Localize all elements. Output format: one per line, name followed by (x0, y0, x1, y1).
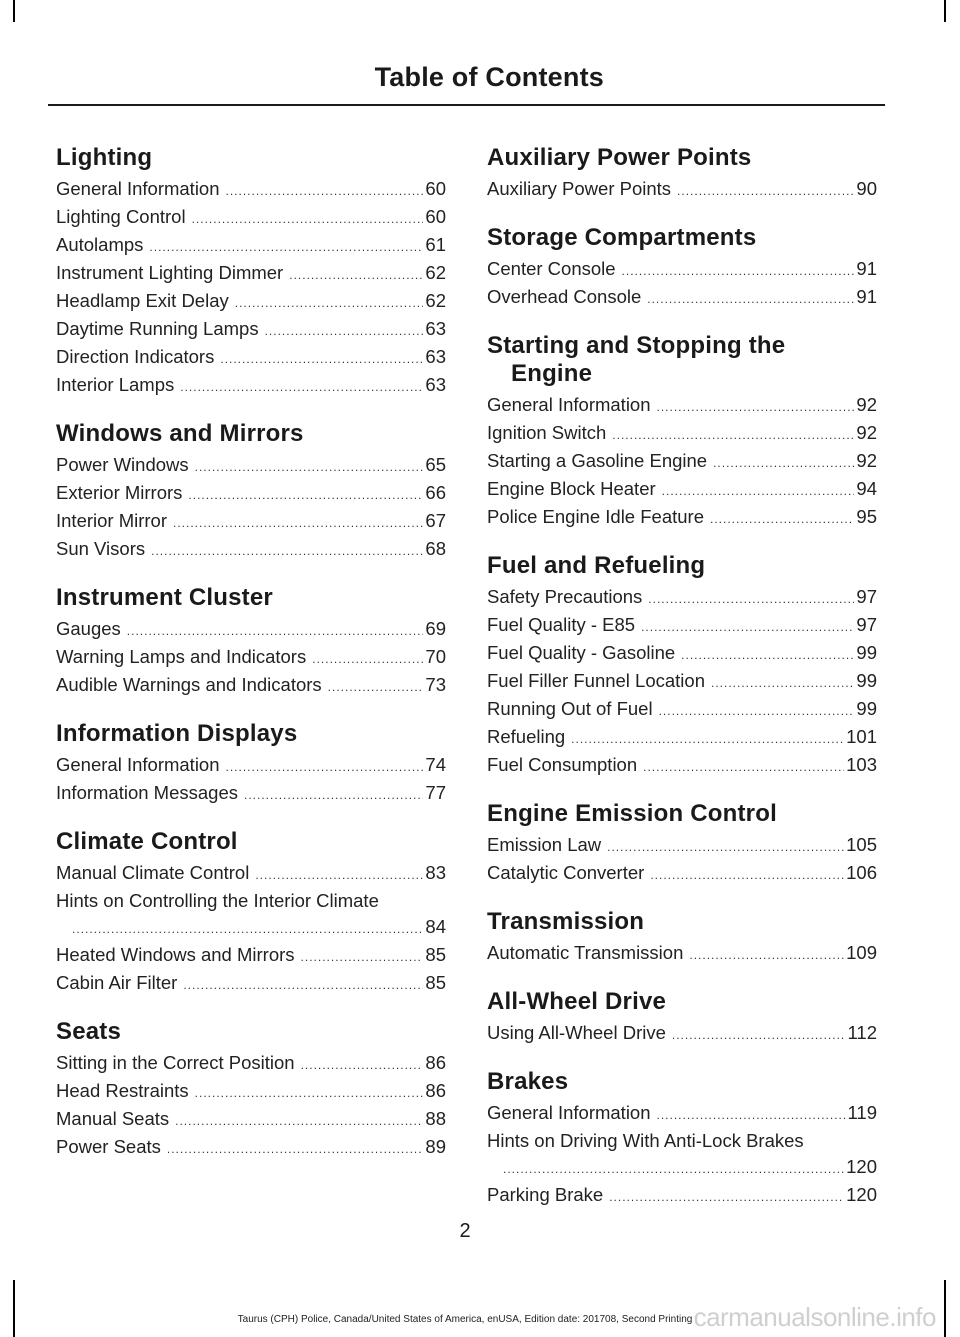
toc-entry-page: 101 (846, 726, 877, 747)
toc-entry-title: Heated Windows and Mirrors (56, 944, 295, 965)
toc-entry-title: General Information (487, 1102, 651, 1123)
dot-leader (265, 316, 424, 344)
toc-entry[interactable] (487, 1020, 877, 1048)
toc-entry-page: 62 (425, 262, 446, 283)
dot-leader (711, 668, 854, 696)
section-heading: Seats (56, 1018, 122, 1045)
toc-entry-page: 65 (425, 454, 446, 475)
toc-section (56, 720, 446, 808)
toc-entry-page: 89 (425, 1136, 446, 1157)
toc-entry-title: Power Seats (56, 1136, 161, 1157)
toc-entry-page: 97 (856, 586, 877, 607)
toc-entry-page: 92 (856, 450, 877, 471)
toc-entry-title: Running Out of Fuel (487, 698, 653, 719)
dot-leader (641, 612, 854, 640)
toc-entry[interactable] (487, 724, 877, 752)
toc-entry[interactable] (487, 640, 877, 668)
toc-entry[interactable] (56, 344, 446, 372)
toc-entry-title: Fuel Quality - Gasoline (487, 642, 676, 663)
toc-entry-title: Safety Precautions (487, 586, 643, 607)
dot-leader (195, 1078, 424, 1106)
toc-entry[interactable] (487, 392, 877, 420)
toc-entry[interactable] (56, 508, 446, 536)
toc-section (56, 1018, 446, 1162)
toc-entry[interactable] (487, 1182, 877, 1210)
page-number: 2 (459, 1220, 471, 1242)
toc-section (487, 332, 877, 532)
toc-entry-title: Interior Mirror (56, 510, 168, 531)
toc-entry[interactable] (56, 452, 446, 480)
toc-entry-title: Automatic Transmission (487, 942, 684, 963)
toc-right-column (487, 144, 877, 1230)
toc-entry-page: 83 (425, 862, 446, 883)
toc-entry[interactable] (56, 1134, 446, 1162)
dot-leader (180, 372, 423, 400)
toc-entry[interactable] (487, 284, 877, 312)
toc-entry-page: 91 (856, 286, 877, 307)
toc-entry[interactable] (487, 940, 877, 968)
toc-entry-page: 86 (425, 1052, 446, 1073)
toc-entry-title: Police Engine Idle Feature (487, 506, 704, 527)
toc-entry-page: 88 (425, 1108, 446, 1129)
toc-entry[interactable] (487, 832, 877, 860)
toc-entry-title: Emission Law (487, 834, 602, 855)
crop-mark-bottom-right-v (944, 1280, 946, 1337)
toc-section (487, 144, 877, 204)
dot-leader (127, 616, 424, 644)
toc-entry-title: Daytime Running Lamps (56, 318, 259, 339)
toc-entry[interactable] (56, 204, 446, 232)
crop-mark-bottom-left-v (13, 1280, 15, 1337)
toc-entry-page: 67 (425, 510, 446, 531)
dot-leader (609, 1182, 844, 1210)
toc-entry-title: Head Restraints (56, 1080, 189, 1101)
toc-entry[interactable] (487, 752, 877, 780)
toc-entry-page: 86 (425, 1080, 446, 1101)
dot-leader (151, 536, 423, 564)
toc-entry-title: Cabin Air Filter (56, 972, 178, 993)
toc-entry[interactable] (56, 176, 446, 204)
dot-leader (612, 420, 854, 448)
toc-entry-page: 70 (425, 646, 446, 667)
dot-leader (167, 1134, 424, 1162)
toc-entry[interactable] (487, 448, 877, 476)
toc-entry-title: Instrument Lighting Dimmer (56, 262, 284, 283)
header-divider (48, 104, 885, 106)
toc-entry-title: Auxiliary Power Points (487, 178, 672, 199)
toc-entry[interactable] (487, 1100, 877, 1128)
toc-entry-title: Autolamps (56, 234, 144, 255)
section-heading: Fuel and Refueling (487, 552, 706, 579)
dot-leader (672, 1020, 846, 1048)
section-heading: Auxiliary Power Points (487, 144, 752, 171)
toc-entry[interactable] (56, 1078, 446, 1106)
toc-entry[interactable] (487, 612, 877, 640)
dot-leader (681, 640, 854, 668)
toc-entry-page: 77 (425, 782, 446, 803)
toc-entry-title: General Information (56, 754, 220, 775)
toc-entry[interactable] (56, 260, 446, 288)
toc-entry[interactable] (56, 752, 446, 780)
toc-entry[interactable] (56, 942, 446, 970)
toc-entry[interactable] (56, 780, 446, 808)
dot-leader (677, 176, 854, 204)
toc-section (487, 552, 877, 780)
dot-leader (301, 942, 424, 970)
toc-entry-page: 112 (847, 1022, 877, 1043)
edition-footer: Taurus (CPH) Police, Canada/United States of America, enUSA, Edition date: 201708, Second Printing (237, 1314, 693, 1325)
dot-leader (571, 724, 844, 752)
toc-section (487, 908, 877, 968)
toc-entry[interactable] (487, 668, 877, 696)
toc-entry-title: Ignition Switch (487, 422, 607, 443)
toc-entry-page: 119 (847, 1102, 877, 1123)
section-heading: Windows and Mirrors (56, 420, 304, 447)
toc-entry-title: Engine Block Heater (487, 478, 656, 499)
toc-entry-page: 109 (846, 942, 877, 963)
toc-entry-page: 94 (856, 478, 877, 499)
dot-leader (650, 860, 844, 888)
toc-entry[interactable] (56, 480, 446, 508)
toc-entry-page: 60 (425, 178, 446, 199)
toc-entry-title: Fuel Filler Funnel Location (487, 670, 705, 691)
toc-entry-title: Using All-Wheel Drive (487, 1022, 666, 1043)
toc-entry-page: 99 (856, 670, 877, 691)
toc-entry-title: Direction Indicators (56, 346, 215, 367)
toc-entry[interactable] (487, 256, 877, 284)
toc-section (56, 420, 446, 564)
toc-entry-page: 63 (425, 374, 446, 395)
toc-entry-page: 62 (425, 290, 446, 311)
toc-section (56, 584, 446, 700)
toc-entry[interactable] (56, 860, 446, 888)
toc-entry[interactable] (56, 232, 446, 260)
toc-entry[interactable] (56, 1050, 446, 1078)
toc-entry[interactable] (56, 1106, 446, 1134)
dot-leader (173, 508, 423, 536)
section-heading: Engine Emission Control (487, 800, 777, 827)
toc-entry-title: Overhead Console (487, 286, 642, 307)
dot-leader (192, 204, 424, 232)
toc-entry-title: Gauges (56, 618, 121, 639)
section-heading: Storage Compartments (487, 224, 757, 251)
toc-section (487, 800, 877, 888)
dot-leader (149, 232, 423, 260)
toc-entry[interactable] (56, 970, 446, 998)
toc-entry[interactable] (56, 288, 446, 316)
toc-left-column (56, 144, 446, 1182)
toc-entry[interactable] (56, 616, 446, 644)
dot-leader (607, 832, 844, 860)
toc-section (487, 988, 877, 1048)
toc-entry-page: 68 (425, 538, 446, 559)
toc-entry[interactable] (487, 860, 877, 888)
toc-entry-page: 92 (856, 422, 877, 443)
section-heading: Instrument Cluster (56, 584, 273, 611)
toc-entry-page: 99 (856, 698, 877, 719)
dot-leader (643, 752, 844, 780)
toc-entry-page: 85 (425, 944, 446, 965)
toc-entry-page: 91 (856, 258, 877, 279)
toc-entry-title: Warning Lamps and Indicators (56, 646, 307, 667)
dot-leader (657, 392, 855, 420)
toc-entry-page: 74 (425, 754, 446, 775)
toc-entry-title: Hints on Controlling the Interior Climate (56, 890, 379, 911)
dot-leader (220, 344, 423, 372)
section-heading: Starting and Stopping the Engine (487, 332, 786, 387)
toc-entry[interactable] (487, 476, 877, 504)
toc-entry[interactable] (487, 420, 877, 448)
toc-entry-title: Lighting Control (56, 206, 186, 227)
toc-entry-page: 61 (425, 234, 446, 255)
toc-entry[interactable] (56, 672, 446, 700)
toc-entry-title: Audible Warnings and Indicators (56, 674, 322, 695)
toc-entry-page: 103 (846, 754, 877, 775)
toc-entry-page: 63 (425, 318, 446, 339)
toc-entry-title: Manual Seats (56, 1108, 170, 1129)
toc-entry-page: 63 (425, 346, 446, 367)
toc-entry-title: General Information (56, 178, 220, 199)
toc-entry-page: 105 (846, 834, 877, 855)
section-heading: Climate Control (56, 828, 238, 855)
toc-entry-title: Fuel Consumption (487, 754, 638, 775)
toc-entry-page: 73 (425, 674, 446, 695)
dot-leader (710, 504, 854, 532)
toc-entry-page: 84 (425, 916, 446, 937)
section-heading: All-Wheel Drive (487, 988, 667, 1015)
toc-entry[interactable] (56, 372, 446, 400)
toc-entry-title: General Information (487, 394, 651, 415)
dot-leader (648, 584, 854, 612)
dot-leader (188, 480, 423, 508)
toc-entry[interactable] (56, 888, 446, 942)
toc-entry-title: Hints on Driving With Anti-Lock Brakes (487, 1130, 804, 1151)
toc-entry-page: 120 (846, 1184, 877, 1205)
dot-leader (689, 940, 844, 968)
toc-entry[interactable] (56, 644, 446, 672)
toc-entry-page: 99 (856, 642, 877, 663)
toc-entry-title: Fuel Quality - E85 (487, 614, 636, 635)
dot-leader (226, 752, 424, 780)
toc-entry-title: Center Console (487, 258, 616, 279)
watermark: carmanualsonline.info (693, 1302, 936, 1332)
dot-leader (226, 176, 424, 204)
dot-leader (662, 476, 855, 504)
toc-entry[interactable] (487, 176, 877, 204)
dot-leader (183, 970, 423, 998)
dot-leader (659, 696, 855, 724)
toc-entry-title: Parking Brake (487, 1184, 604, 1205)
dot-leader (647, 284, 854, 312)
toc-entry-title: Power Windows (56, 454, 189, 475)
toc-entry-title: Sun Visors (56, 538, 146, 559)
toc-entry-page: 97 (856, 614, 877, 635)
toc-entry-page: 85 (425, 972, 446, 993)
toc-entry-page: 120 (846, 1156, 877, 1177)
toc-entry[interactable] (487, 696, 877, 724)
dot-leader (235, 288, 424, 316)
dot-leader (175, 1106, 423, 1134)
dot-leader (72, 914, 423, 942)
section-heading: Transmission (487, 908, 645, 935)
toc-entry-page: 60 (425, 206, 446, 227)
dot-leader (195, 452, 424, 480)
toc-entry-title: Exterior Mirrors (56, 482, 183, 503)
toc-entry[interactable] (56, 316, 446, 344)
toc-entry[interactable] (487, 584, 877, 612)
dot-leader (657, 1100, 846, 1128)
dot-leader (301, 1050, 424, 1078)
toc-section (56, 144, 446, 400)
toc-entry-page: 66 (425, 482, 446, 503)
toc-entry-title: Manual Climate Control (56, 862, 250, 883)
toc-entry-page: 92 (856, 394, 877, 415)
crop-mark-top-right-v (944, 0, 946, 22)
toc-entry-page: 69 (425, 618, 446, 639)
dot-leader (312, 644, 423, 672)
toc-entry-page: 106 (846, 862, 877, 883)
section-heading: Information Displays (56, 720, 298, 747)
dot-leader (289, 260, 423, 288)
toc-entry[interactable] (487, 1128, 877, 1182)
dot-leader (503, 1154, 844, 1182)
toc-section (56, 828, 446, 998)
toc-section (487, 1068, 877, 1210)
dot-leader (622, 256, 855, 284)
toc-entry-title: Refueling (487, 726, 566, 747)
section-heading: Brakes (487, 1068, 569, 1095)
dot-leader (328, 672, 424, 700)
section-heading: Lighting (56, 144, 153, 171)
crop-mark-top-left-v (13, 0, 15, 22)
toc-entry-title: Information Messages (56, 782, 239, 803)
toc-entry-title: Headlamp Exit Delay (56, 290, 229, 311)
page-title: Table of Contents (374, 62, 604, 92)
dot-leader (713, 448, 854, 476)
toc-entry-title: Starting a Gasoline Engine (487, 450, 708, 471)
toc-entry[interactable] (487, 504, 877, 532)
toc-entry-page: 90 (856, 178, 877, 199)
toc-entry-title: Interior Lamps (56, 374, 175, 395)
toc-entry-title: Sitting in the Correct Position (56, 1052, 295, 1073)
toc-entry-page: 95 (856, 506, 877, 527)
dot-leader (255, 860, 423, 888)
dot-leader (244, 780, 423, 808)
toc-section (487, 224, 877, 312)
toc-entry[interactable] (56, 536, 446, 564)
toc-entry-title: Catalytic Converter (487, 862, 645, 883)
